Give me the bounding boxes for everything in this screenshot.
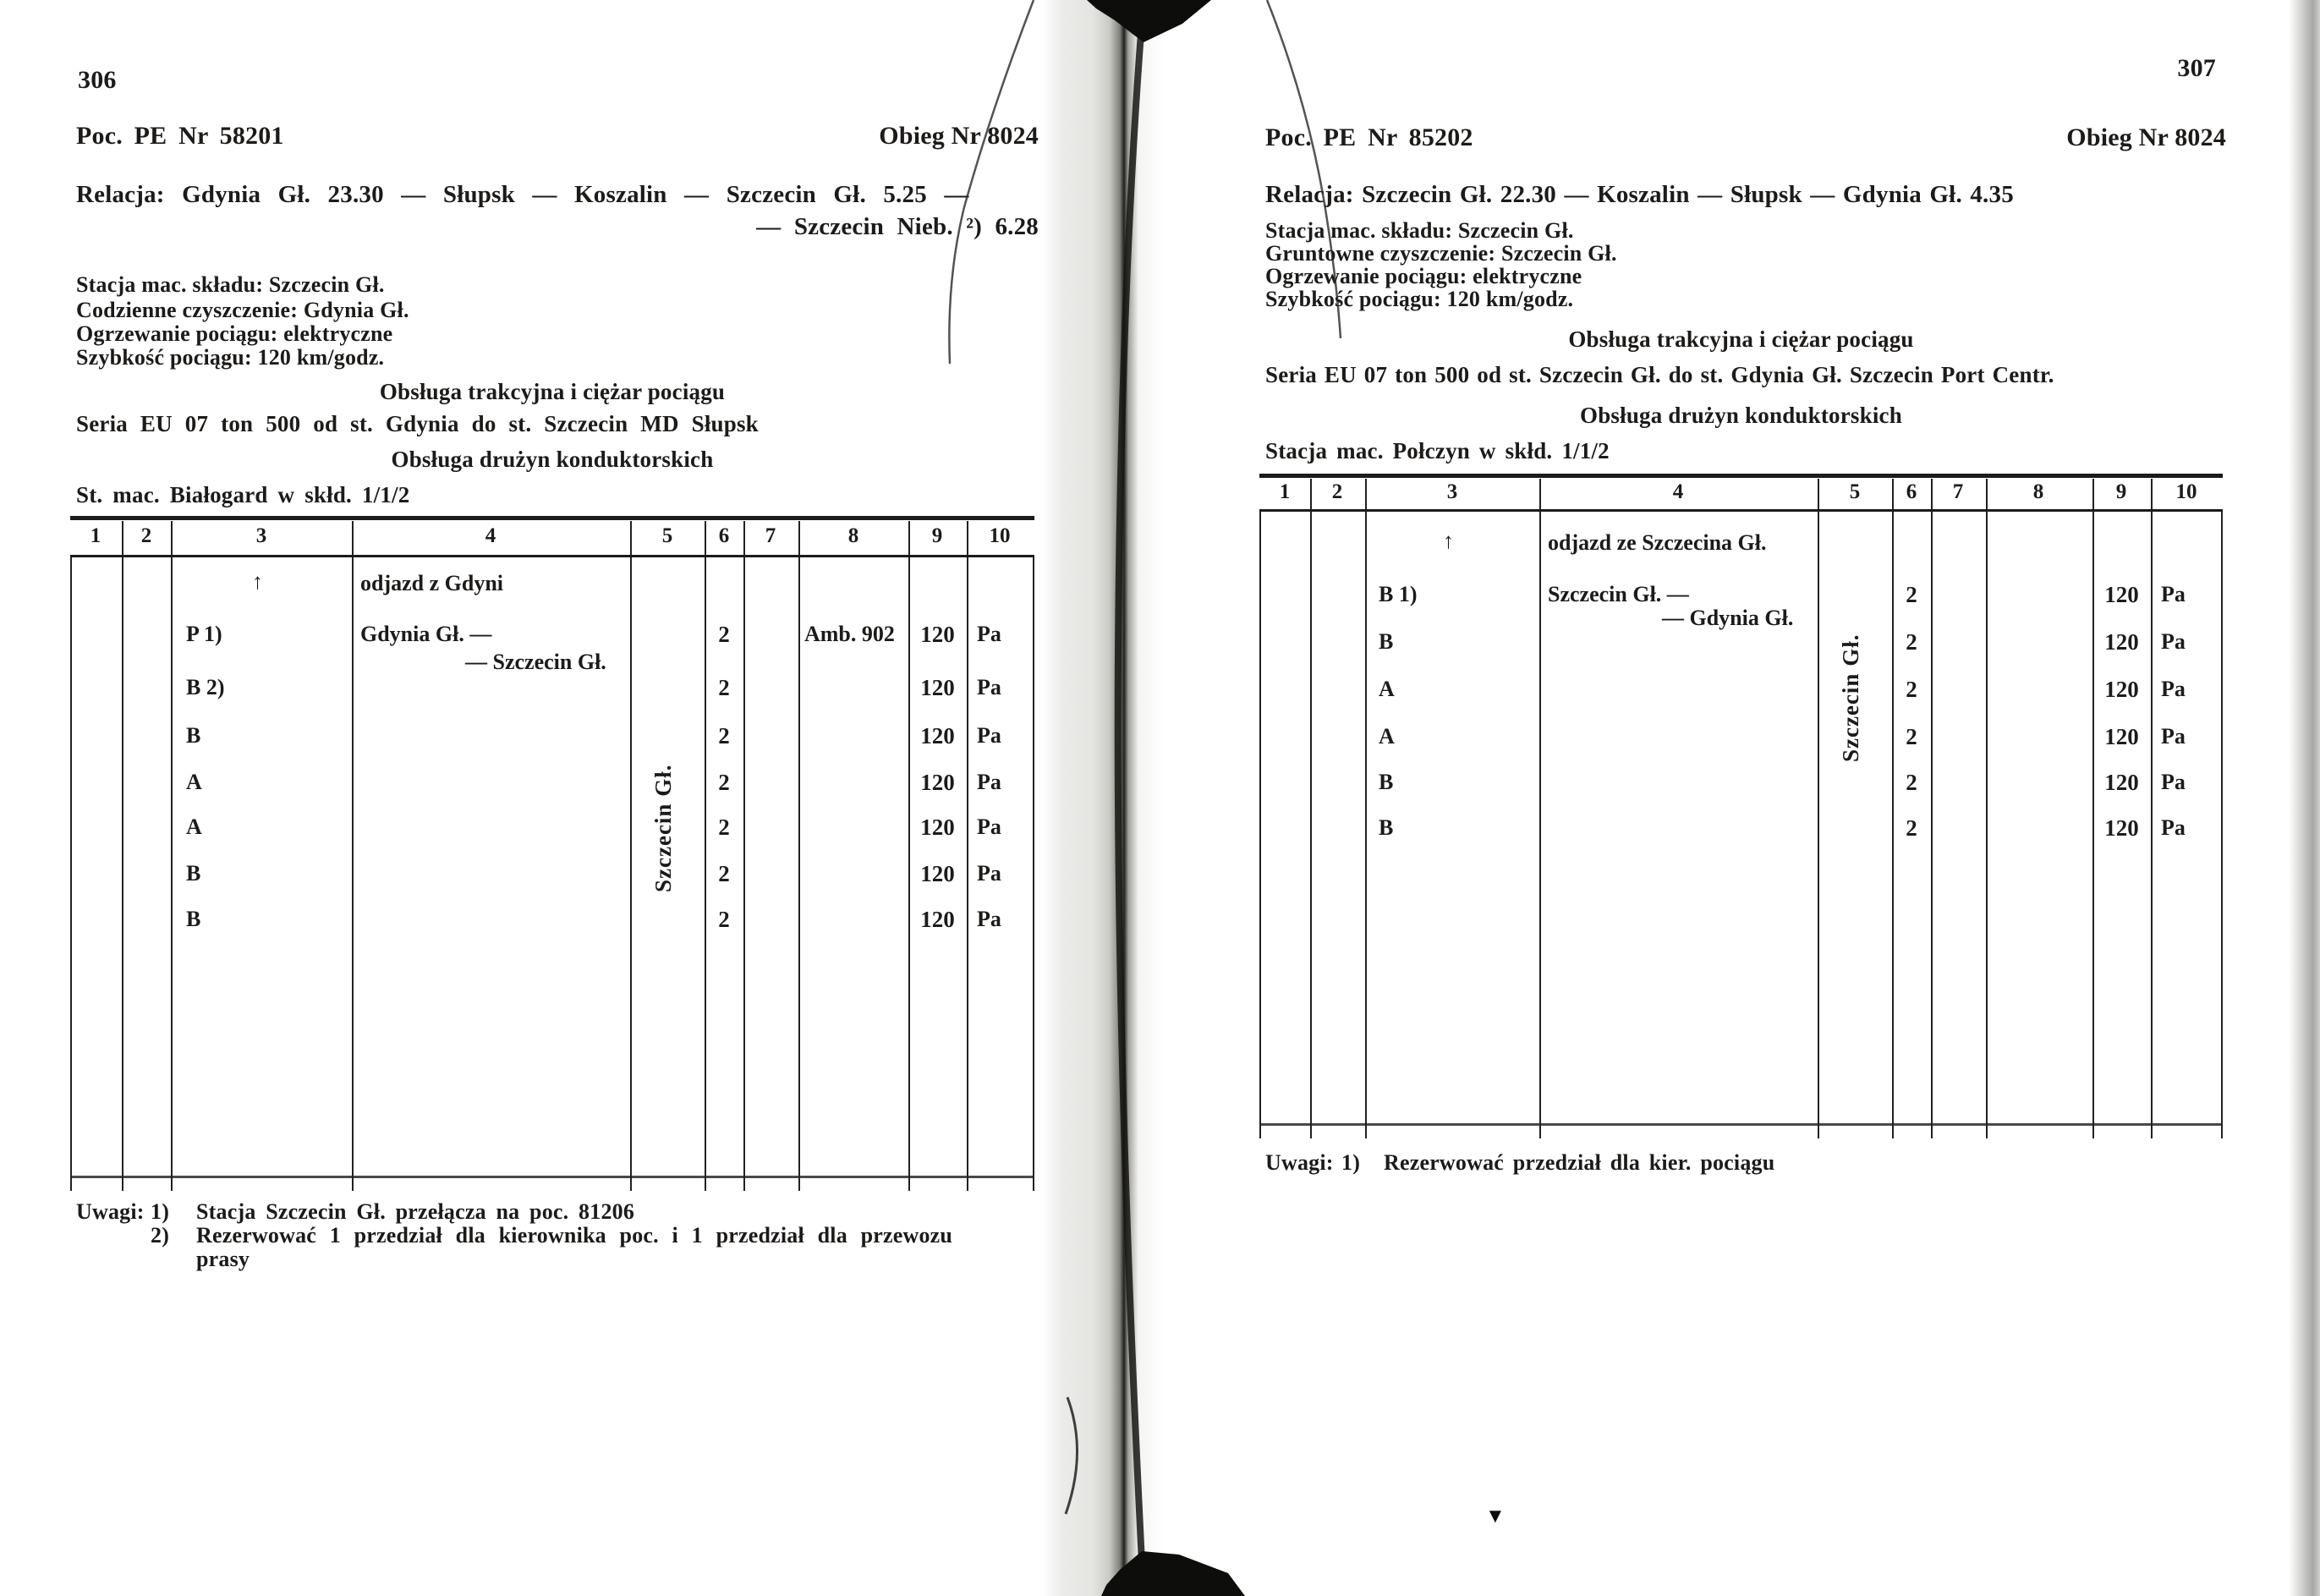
grid-line: [1539, 512, 1541, 1138]
grid-line: [2221, 512, 2223, 1138]
speed-cell: 120: [2104, 724, 2139, 749]
station-composition-line: St. mac. Białogard w skłd. 1/1/2: [76, 482, 410, 507]
compartments-cell: 2: [1906, 815, 1917, 841]
grid-line: [122, 557, 123, 1191]
grid-line: [70, 557, 72, 1191]
remarks-label: Uwagi:: [1265, 1150, 1334, 1175]
grid-line: [630, 521, 632, 555]
table-body: [70, 557, 1034, 1184]
remark-number: 1): [151, 1199, 170, 1224]
column-header: 1: [1279, 480, 1291, 503]
column-header: 1: [90, 524, 101, 547]
brake-cell: Pa: [977, 675, 1001, 699]
brake-cell: Pa: [977, 907, 1001, 931]
column-header: 5: [1849, 480, 1861, 503]
brake-cell: Pa: [2161, 677, 2186, 701]
brake-cell: Pa: [2161, 582, 2186, 606]
speed-cell: 120: [2104, 629, 2139, 655]
train-number: Poc. PE Nr 85202: [1265, 123, 1473, 151]
page-number: 307: [2177, 54, 2216, 82]
route-from-cell: Szczecin Gł. —: [1548, 582, 1689, 606]
column-header: 8: [2032, 480, 2044, 503]
compartments-cell: 2: [718, 814, 730, 840]
column-header: 4: [485, 524, 496, 547]
grid-line: [1259, 512, 1261, 1138]
speed-cell: 120: [920, 622, 955, 647]
grid-line: [1365, 512, 1367, 1138]
departure-note: odjazd z Gdyni: [360, 571, 504, 595]
arrow-up-icon: ↑: [252, 569, 263, 594]
brake-cell: Pa: [2161, 629, 2186, 654]
section-heading-conductors: Obsługa drużyn konduktorskich: [1580, 403, 1902, 428]
compartments-cell: 2: [718, 723, 730, 749]
series-line: Seria EU 07 ton 500 od st. Szczecin Gł. do st. Gdynia Gł. Szczecin Port Centr.: [1265, 362, 2054, 387]
train-number: Poc. PE Nr 58201: [76, 122, 284, 150]
compartments-cell: 2: [718, 622, 730, 647]
car-class-cell: B: [1379, 629, 1394, 654]
section-heading-traction: Obsługa trakcyjna i ciężar pociągu: [1568, 326, 1914, 352]
grid-line: [1818, 479, 1819, 509]
circulation-number: Obieg Nr 8024: [879, 122, 1039, 150]
info-line: Szybkość pociągu: 120 km/godz.: [76, 345, 385, 370]
grid-line: [1892, 512, 1894, 1138]
grid-line: [1818, 512, 1819, 1138]
brake-cell: Pa: [2161, 770, 2186, 794]
station-vertical-label: Szczecin Gł.: [1838, 633, 1863, 762]
route-line: Relacja: Gdynia Gł. 23.30 — Słupsk — Koszalin — Szczecin Gł. 5.25 —: [76, 181, 969, 208]
brake-cell: Pa: [2161, 815, 2186, 840]
section-heading-traction: Obsługa trakcyjna i ciężar pociągu: [379, 379, 726, 404]
grid-line: [1310, 479, 1312, 509]
car-class-cell: B: [1379, 815, 1394, 840]
column-header: 2: [140, 524, 152, 547]
grid-line: [1892, 479, 1894, 509]
table-top-rule: [70, 516, 1034, 520]
car-class-cell: A: [186, 770, 202, 794]
compartments-cell: 2: [1906, 677, 1917, 702]
grid-line: [705, 557, 706, 1191]
grid-line: [1986, 512, 1988, 1138]
speed-cell: 120: [920, 675, 955, 700]
speed-cell: 120: [920, 907, 955, 932]
compartments-cell: 2: [718, 770, 730, 795]
remark-text: Rezerwować przedział dla kier. pociągu: [1384, 1150, 1775, 1175]
car-class-cell: B 2): [186, 675, 225, 699]
column-header: 3: [255, 524, 267, 547]
remark-text: Rezerwować 1 przedział dla kierownika poc. i 1 przedział dla przewozu: [196, 1223, 953, 1248]
grid-line: [908, 521, 910, 555]
page-number: 306: [78, 66, 117, 94]
station-composition-line: Stacja mac. Połczyn w skłd. 1/1/2: [1265, 438, 1610, 463]
spine-shadow-bottom: [1101, 1551, 1245, 1596]
table-top-rule: [1259, 474, 2223, 478]
speed-cell: 120: [2104, 815, 2139, 841]
book-gutter-shadow: [1042, 0, 1211, 1596]
column-header: 8: [847, 524, 859, 547]
grid-line: [967, 521, 968, 555]
route-line: Relacja: Szczecin Gł. 22.30 — Koszalin — Słupsk — Gdynia Gł. 4.35: [1265, 181, 2014, 208]
grid-line: [1539, 479, 1541, 509]
brake-cell: Pa: [977, 622, 1001, 646]
column-header: 10: [2175, 480, 2197, 503]
arrow-up-icon: ↑: [1443, 529, 1454, 553]
grid-line: [2092, 479, 2094, 509]
speed-cell: 120: [920, 861, 955, 886]
section-heading-conductors: Obsługa drużyn konduktorskich: [391, 447, 714, 472]
grid-line: [908, 557, 910, 1191]
car-class-cell: A: [1379, 677, 1395, 701]
grid-line: [743, 557, 745, 1191]
column-header: 2: [1331, 480, 1343, 503]
speed-cell: 120: [920, 770, 955, 795]
info-line: Stacja mac. składu: Szczecin Gł.: [76, 272, 385, 297]
brake-cell: Pa: [977, 770, 1001, 794]
grid-line: [743, 521, 745, 555]
column-header: 5: [661, 524, 673, 547]
info-line: Stacja mac. składu: Szczecin Gł.: [1265, 218, 1574, 243]
station-vertical-label: Szczecin Gł.: [650, 764, 676, 892]
grid-line: [1365, 479, 1367, 509]
compartments-cell: 2: [1906, 629, 1917, 655]
grid-line: [1931, 479, 1933, 509]
remarks-label: Uwagi:: [76, 1199, 145, 1224]
route-to-cell: — Gdynia Gł.: [1662, 606, 1794, 630]
car-class-cell: B: [1379, 770, 1394, 794]
brake-cell: Pa: [2161, 724, 2186, 749]
compartments-cell: 2: [718, 675, 730, 700]
speed-cell: 120: [2104, 770, 2139, 795]
route-to-cell: — Szczecin Gł.: [465, 650, 606, 674]
car-class-cell: B 1): [1379, 582, 1418, 606]
scratch-artifact-bottom: [1066, 1397, 1078, 1514]
grid-line: [798, 557, 800, 1191]
composition-table: [70, 516, 1034, 1184]
info-line: Codzienne czyszczenie: Gdynia Gł.: [76, 298, 409, 322]
compartments-cell: 2: [718, 907, 730, 932]
grid-line: [122, 521, 123, 555]
grid-line: [2151, 512, 2153, 1138]
table-body: [1259, 512, 2223, 1132]
brake-cell: Pa: [977, 861, 1001, 886]
grid-line: [798, 521, 800, 555]
grid-line: [352, 521, 354, 555]
column-header: 7: [1952, 480, 1964, 503]
grid-line: [967, 557, 968, 1191]
compartments-cell: 2: [718, 861, 730, 886]
grid-line: [1931, 512, 1933, 1138]
column-header: 9: [931, 524, 943, 547]
column-header: 7: [765, 524, 776, 547]
speed-cell: 120: [920, 814, 955, 840]
compartments-cell: 2: [1906, 582, 1917, 607]
route-from-cell: Gdynia Gł. —: [360, 622, 492, 646]
spine-shadow-top: [1087, 0, 1211, 42]
column-header: 3: [1446, 480, 1458, 503]
info-line: Ogrzewanie pociągu: elektryczne: [76, 321, 393, 346]
grid-line: [2092, 512, 2094, 1138]
series-line: Seria EU 07 ton 500 od st. Gdynia do st. Szczecin MD Słupsk: [76, 411, 759, 436]
speed-cell: 120: [2104, 677, 2139, 702]
column-header: 6: [718, 524, 730, 547]
grid-line: [705, 521, 706, 555]
brake-cell: Pa: [977, 723, 1001, 748]
scan-right-edge: [2289, 0, 2320, 1596]
remark-text: Stacja Szczecin Gł. przełącza na poc. 81206: [196, 1199, 635, 1224]
remark-number: 1): [1341, 1150, 1361, 1175]
compartments-cell: 2: [1906, 724, 1917, 749]
grid-line: [630, 557, 632, 1191]
mail-car-cell: Amb. 902: [804, 622, 895, 646]
gutter-crease-line: [1118, 0, 1144, 1596]
car-class-cell: B: [186, 723, 201, 748]
compartments-cell: 2: [1906, 770, 1917, 795]
column-header: 6: [1906, 480, 1917, 503]
car-class-cell: B: [186, 861, 201, 886]
grid-line: [1033, 557, 1034, 1191]
info-line: Ogrzewanie pociągu: elektryczne: [1265, 264, 1582, 288]
car-class-cell: B: [186, 907, 201, 931]
brake-cell: Pa: [977, 814, 1001, 839]
grid-line: [171, 557, 173, 1191]
grid-line: [171, 521, 173, 555]
speed-cell: 120: [2104, 582, 2139, 607]
column-header: 4: [1672, 480, 1684, 503]
circulation-number: Obieg Nr 8024: [2066, 123, 2226, 151]
composition-table: [1259, 474, 2223, 1132]
remark-number: 2): [151, 1223, 170, 1248]
column-header: 9: [2115, 480, 2127, 503]
car-class-cell: A: [1379, 724, 1395, 749]
car-class-cell: A: [186, 814, 202, 839]
grid-line: [2151, 479, 2153, 509]
car-class-cell: P 1): [186, 622, 222, 646]
grid-line: [1986, 479, 1988, 509]
remark-text: prasy: [196, 1247, 250, 1271]
grid-line: [352, 557, 354, 1191]
speed-cell: 120: [920, 723, 955, 749]
info-line: Szybkość pociągu: 120 km/godz.: [1265, 287, 1574, 311]
grid-line: [1310, 512, 1312, 1138]
ink-mark: ▼: [1485, 1506, 1506, 1527]
departure-note: odjazd ze Szczecina Gł.: [1548, 530, 1767, 555]
route-line-2: — Szczecin Nieb. ²) 6.28: [756, 213, 1039, 240]
column-header: 10: [989, 524, 1011, 547]
info-line: Gruntowne czyszczenie: Szczecin Gł.: [1265, 241, 1617, 266]
